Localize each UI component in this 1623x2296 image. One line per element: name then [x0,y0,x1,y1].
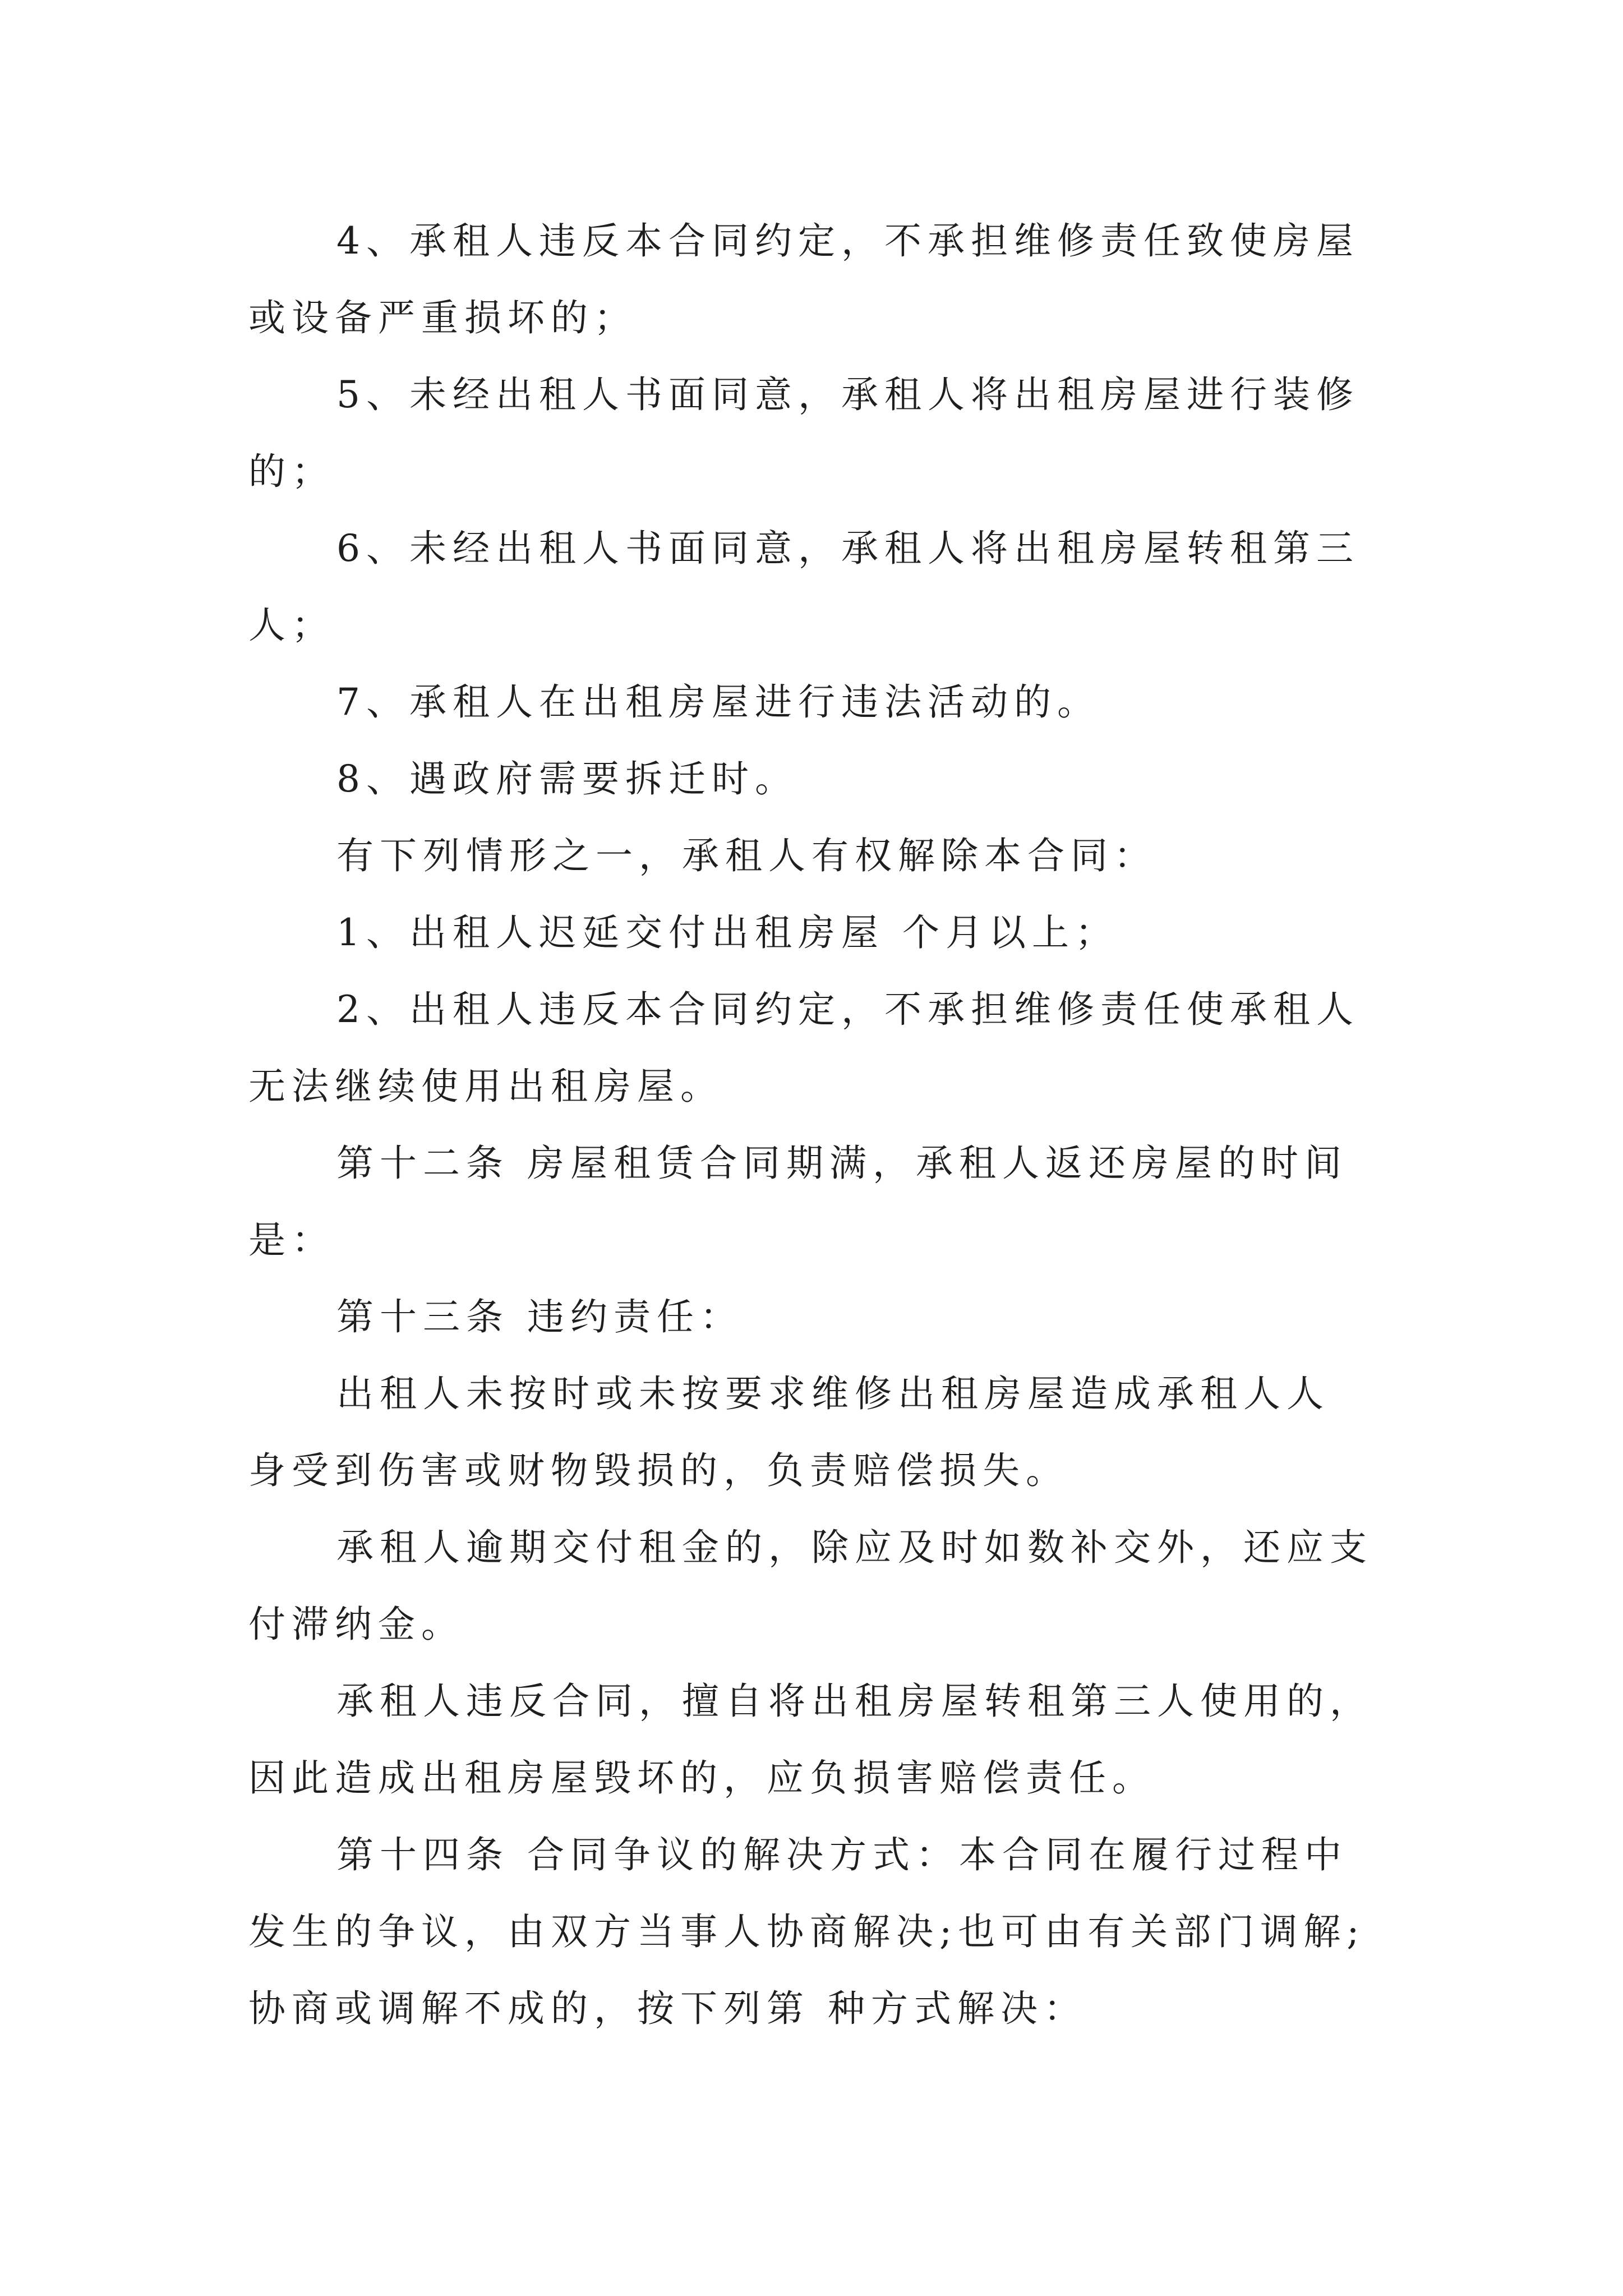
text-line: 是： [248,1218,335,1262]
text-line: 身受到伤害或财物毁损的，负责赔偿损失。 [248,1449,1069,1492]
paragraph [248,1663,1376,1816]
text-line: 协商或调解不成的，按下列第 种方式解决： [248,1987,1087,2030]
text-line: 5、未经出租人书面同意，承租人将出租房屋进行装修 [336,373,1359,416]
text-line: 7、承租人在出租房屋进行违法活动的。 [336,680,1100,724]
paragraph [248,1125,1376,1278]
text-line: 2、出租人违反本合同约定，不承担维修责任使承租人 [336,988,1359,1031]
text-line: 出租人未按时或未按要求维修出租房屋造成承租人人 [336,1372,1330,1415]
paragraph [248,971,1376,1125]
text-line: 第十三条 违约责任： [336,1295,743,1338]
paragraph [248,203,1376,356]
text-line: 的； [248,450,335,493]
contract-text-body [248,203,1376,2047]
text-line: 付滞纳金。 [248,1603,464,1646]
paragraph [248,356,1376,510]
text-line: 有下列情形之一，承租人有权解除本合同： [336,834,1157,877]
text-line: 1、出租人迟延交付出租房屋 个月以上； [336,911,1118,954]
text-line: 8、遇政府需要拆迁时。 [336,757,798,800]
text-line: 4、承租人违反本合同约定，不承担维修责任致使房屋 [336,219,1359,263]
text-line: 因此造成出租房屋毁坏的，应负损害赔偿责任。 [248,1756,1155,1800]
paragraph [248,817,1376,894]
paragraph [248,664,1376,740]
paragraph [248,1816,1376,2047]
paragraph [248,740,1376,817]
paragraph [248,510,1376,664]
text-line: 第十二条 房屋租赁合同期满，承租人返还房屋的时间 [336,1142,1348,1185]
paragraph [248,1355,1376,1509]
text-line: 6、未经出租人书面同意，承租人将出租房屋转租第三 [336,527,1359,570]
paragraph [248,1509,1376,1663]
text-line: 无法继续使用出租房屋。 [248,1065,723,1108]
text-line: 承租人逾期交付租金的，除应及时如数补交外，还应支 [336,1526,1373,1569]
paragraph [248,894,1376,971]
paragraph [248,1278,1376,1355]
text-line: 第十四条 合同争议的解决方式：本合同在履行过程中 [336,1833,1348,1876]
text-line: 承租人违反合同，擅自将出租房屋转租第三人使用的， [336,1680,1373,1723]
text-line: 人； [248,604,335,647]
text-line: 发生的争议，由双方当事人协商解决;也可由有关部门调解; [248,1910,1366,1953]
text-line: 或设备严重损坏的； [248,296,637,339]
